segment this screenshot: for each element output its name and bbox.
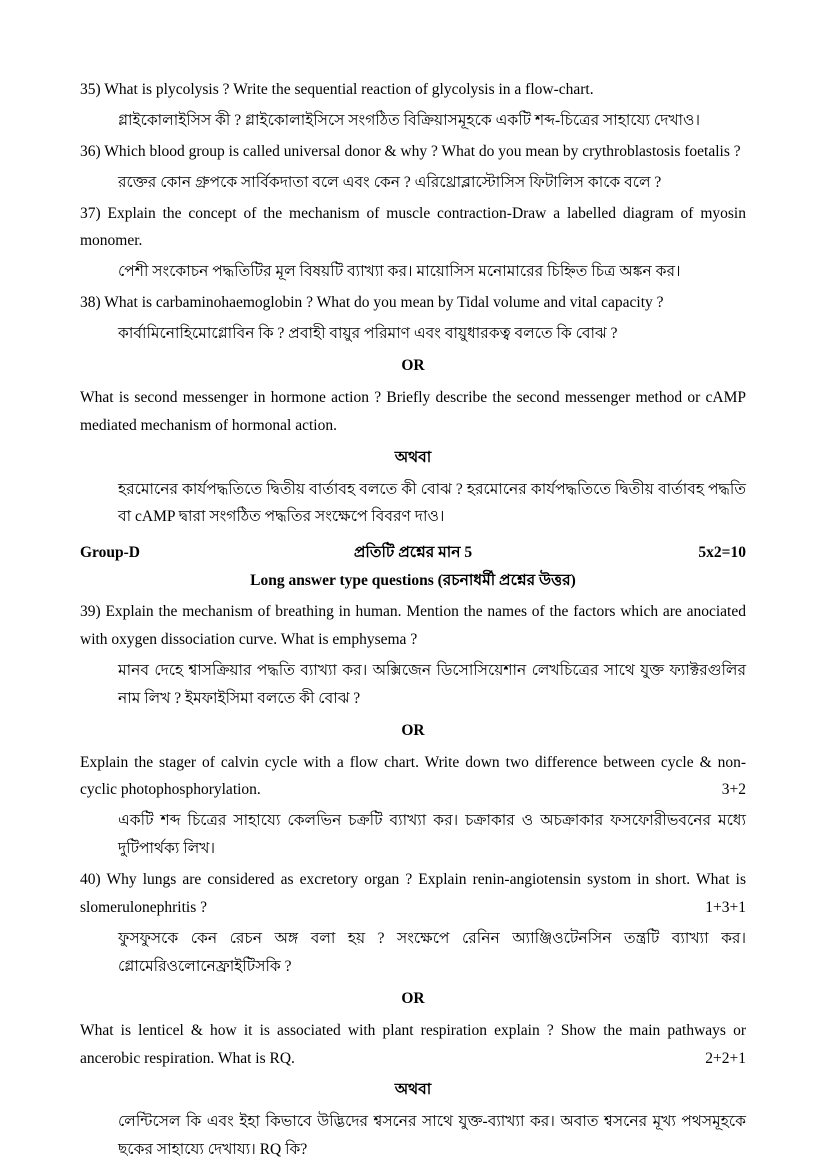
or-divider: অথবা bbox=[394, 1081, 432, 1099]
or-divider: OR bbox=[401, 989, 425, 1007]
question-text-bengali bbox=[80, 807, 746, 863]
total-marks-label: 5x2=10 bbox=[698, 544, 746, 562]
question-text-english bbox=[80, 138, 746, 166]
question-body: ফুসফুসকে কেন রেচন অঙ্গ বলা হয় ? সংক্ষেপে রেনিন অ্যাঞ্জিওটেনসিন তন্ত্রটি ব্যাখ্যা কর। গ্লোমেরিওলোনেফ্রাইটিসকি ? bbox=[118, 929, 746, 975]
question-text-english bbox=[80, 384, 746, 440]
question-body: 38) What is carbaminohaemoglobin ? What do you mean by Tidal volume and vital capacity ? bbox=[80, 294, 664, 312]
question-text-english bbox=[80, 200, 746, 256]
section-heading: Long answer type questions (রচনাধর্মী প্রশ্নের উত্তর) bbox=[250, 572, 576, 590]
question-body: 39) Explain the mechanism of breathing in human. Mention the names of the factors which are anociated with oxygen dissociation curve. What is emphysema ? bbox=[80, 603, 746, 649]
question-text-english bbox=[80, 749, 746, 805]
question-body: লেন্টিসেল কি এবং ইহা কিভাবে উদ্ভিদের শ্বসনের সাথে যুক্ত-ব্যাখ্যা কর। অবাত শ্বসনের মূখ্য পথসমূহকে ছকের সাহায্যে দেখায্য। RQ কি? bbox=[118, 1113, 746, 1159]
question-text-bengali bbox=[80, 169, 746, 197]
question-text-bengali bbox=[80, 657, 746, 713]
or-divider: OR bbox=[401, 357, 425, 375]
group-header-row bbox=[80, 539, 746, 567]
question-text-bengali bbox=[80, 107, 746, 135]
question-body: 37) Explain the concept of the mechanism of muscle contraction-Draw a labelled diagram of myosin monomer. bbox=[80, 204, 746, 250]
question-body: কার্বামিনোহিমোগ্লোবিন কি ? প্রবাহী বায়ুর পরিমাণ এবং বায়ুধারকত্ব বলতে কি বোঝ ? bbox=[118, 325, 618, 343]
question-body: রক্তের কোন গ্রুপকে সার্বিকদাতা বলে এবং কেন ? এরিথ্রোব্লাস্টোসিস ফিটালিস কাকে বলে ? bbox=[118, 173, 662, 191]
question-body: একটি শব্দ চিত্রের সাহায্যে কেলভিন চক্রটি ব্যাখ্যা কর। চক্রাকার ও অচক্রাকার ফসফোরীভবনের মধ্যে দুটিপার্থক্য লিখ। bbox=[118, 812, 746, 858]
marks-value: 2+2+1 bbox=[705, 1049, 746, 1067]
question-text-english bbox=[80, 76, 746, 104]
question-body: What is second messenger in hormone action ? Briefly describe the second messenger method or cAMP mediated mechanism of hormonal action. bbox=[80, 388, 746, 434]
or-divider: অথবা bbox=[394, 448, 432, 466]
group-label: Group-D bbox=[80, 544, 141, 562]
question-body: What is lenticel & how it is associated with plant respiration explain ? Show the main pathways or ancerobic respiration. What is RQ. bbox=[80, 1021, 746, 1067]
question-text-english bbox=[80, 598, 746, 654]
question-body: 35) What is plycolysis ? Write the sequential reaction of glycolysis in a flow-chart. bbox=[80, 81, 594, 98]
question-text-bengali bbox=[80, 320, 746, 348]
question-text-english bbox=[80, 1017, 746, 1073]
question-body: 36) Which blood group is called universal donor & why ? What do you mean by crythroblastosis foetalis ? bbox=[80, 142, 741, 160]
question-text-bengali bbox=[80, 925, 746, 981]
question-body: Explain the stager of calvin cycle with a flow chart. Write down two difference between cycle & non-cyclic photophosphorylation. bbox=[80, 753, 746, 799]
question-list bbox=[80, 76, 746, 1164]
marks-value: 1+3+1 bbox=[705, 899, 746, 917]
or-divider: OR bbox=[401, 721, 425, 739]
question-text-bengali bbox=[80, 476, 746, 532]
marks-value: 3+2 bbox=[721, 781, 746, 799]
marks-per-question-label: প্রতিটি প্রশ্নের মান 5 bbox=[353, 544, 473, 562]
question-text-english bbox=[80, 866, 746, 922]
question-text-english bbox=[80, 289, 746, 317]
question-body: গ্লাইকোলাইসিস কী ? গ্লাইকোলাইসিসে সংগঠিত বিক্রিয়াসমূহকে একটি শব্দ-চিত্রের সাহায্যে দেখাও। bbox=[118, 111, 700, 129]
question-body: পেশী সংকোচন পদ্ধতিটির মূল বিষয়টি ব্যাখ্যা কর। মায়োসিস মনোমারের চিহ্নিত চিত্র অঙ্কন কর। bbox=[118, 263, 681, 281]
question-body: 40) Why lungs are considered as excretory organ ? Explain renin-angiotensin systom in short. What is slomerulonephritis ? bbox=[80, 871, 746, 917]
question-text-bengali bbox=[80, 1108, 746, 1164]
question-text-bengali bbox=[80, 258, 746, 286]
question-body: মানব দেহে শ্বাসক্রিয়ার পদ্ধতি ব্যাখ্যা কর। অক্সিজেন ডিসোসিয়েশান লেখচিত্রের সাথে যুক্ত ফ্যাক্টরগুলির নাম লিখ ? ইমফাইসিমা বলতে কী বোঝ ? bbox=[118, 661, 746, 707]
question-body: হরমোনের কার্যপদ্ধতিতে দ্বিতীয় বার্তাবহ বলতে কী বোঝ ? হরমোনের কার্যপদ্ধতিতে দ্বিতীয় বার্তাবহ পদ্ধতি বা cAMP দ্বারা সংগঠিত পদ্ধতির সংক্ষেপে বিবরণ দাও। bbox=[118, 480, 746, 526]
